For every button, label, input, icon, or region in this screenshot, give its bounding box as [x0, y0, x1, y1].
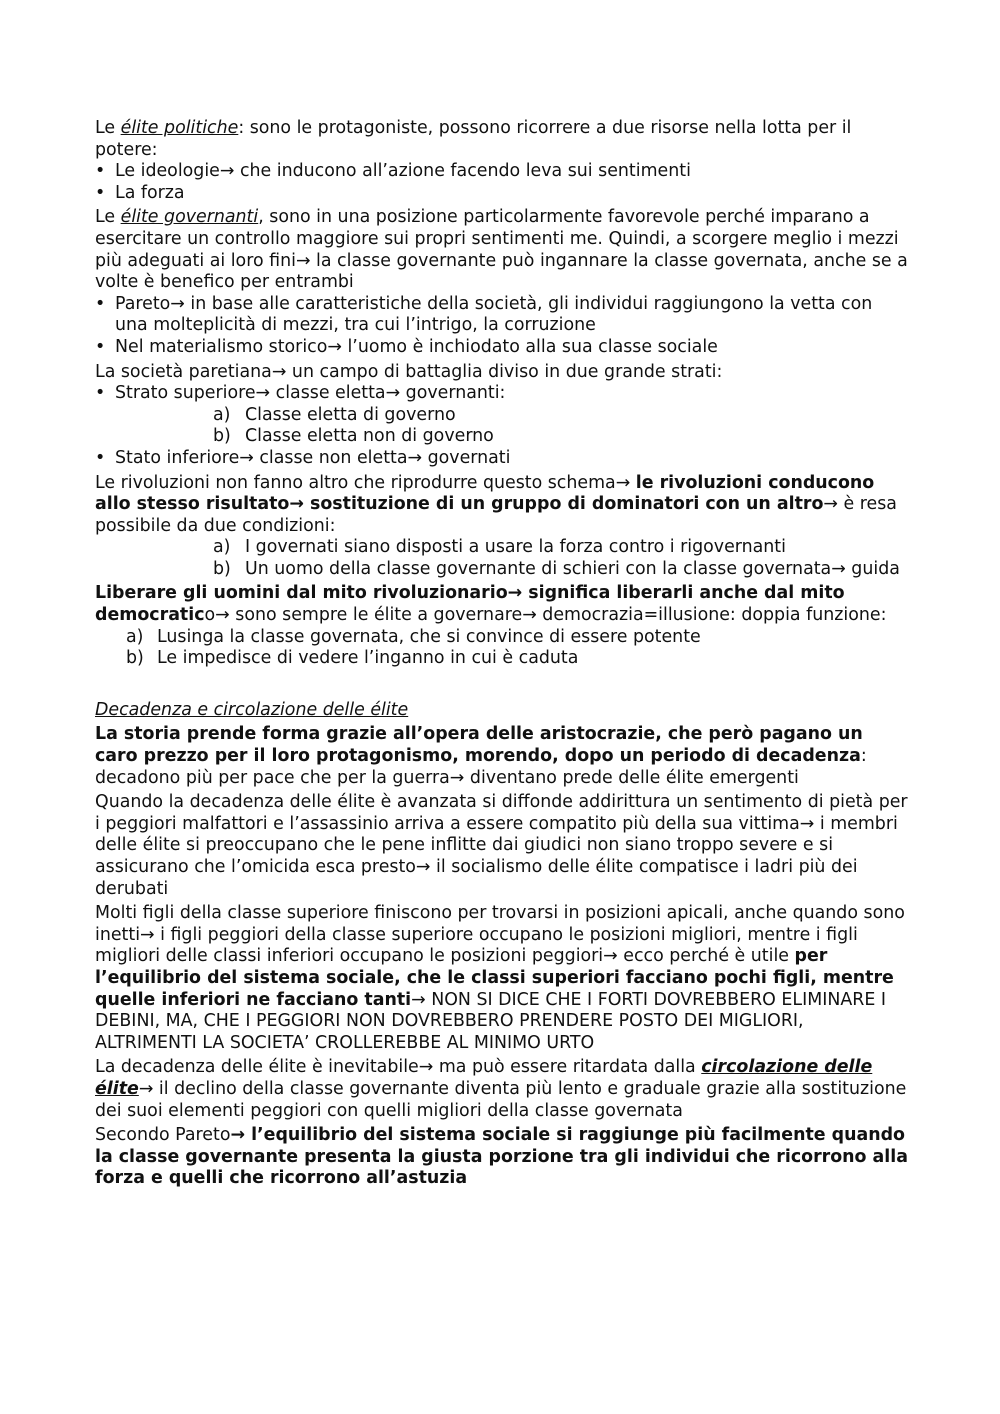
text: La decadenza delle élite è inevitabile→ ma può essere ritardata dalla	[95, 1057, 702, 1078]
bullet-list-pareto	[95, 294, 910, 359]
term-elite-governanti: élite governanti	[120, 207, 259, 228]
text: → NON SI DICE CHE I FORTI DOVREBBERO ELIMINARE I DEBINI, MA, CHE I PEGGIORI NON DOVREBBERO PRENDERE POSTO DEI MIGLIORI, ALTRIMENTI LA SOCIETA’ CROLLEREBBE AL MINIMO URTO	[95, 989, 886, 1053]
text: Molti figli della classe superiore finiscono per trovarsi in posizioni apicali, anche quando sono inetti→ i figli peggiori della classe superiore occupano le posizioni migliori, mentre i figli migliori delle classi inferiori occupano le posizioni peggiori→ ecco perché è utile	[95, 903, 905, 967]
list-item: • Pareto→ in base alle caratteristiche della società, gli individui raggiungono la vetta con una molteplicità di mezzi, tra cui l’intrigo, la corruzione	[95, 294, 910, 337]
text: → è resa possibile da due condizioni:	[95, 494, 897, 536]
list-marker: b)	[213, 426, 231, 447]
text: Lusinga la classe governata, che si convince di essere potente	[157, 626, 701, 647]
list-marker: b)	[213, 558, 231, 579]
list-condizioni	[95, 537, 910, 580]
text: : sono le protagoniste, possono ricorrere a due risorse nella lotta per il potere:	[95, 118, 852, 160]
list-item	[95, 405, 910, 427]
list-item: • La forza	[95, 183, 910, 205]
text: , sono in una posizione particolarmente favorevole perché imparano a esercitare un controllo maggiore sui propri sentimenti me. Quindi, a scorgere meglio i mezzi più adeguati ai loro fini→ la classe governante può ingannare la classe governata, anche se a volte è benefico per entrambi	[95, 207, 908, 293]
paragraph-figli	[95, 903, 910, 1054]
text: Secondo Pareto	[95, 1125, 231, 1146]
paragraph-elite-politiche	[95, 118, 910, 161]
bullet-list-risorse	[95, 161, 910, 204]
paragraph-mito-rivoluzionario	[95, 583, 910, 626]
bold-text: Liberare gli uomini dal mito rivoluzionario→ significa liberarli anche dal mito democratic	[95, 583, 845, 626]
paragraph-rivoluzioni	[95, 473, 910, 538]
text: Classe eletta di governo	[245, 404, 456, 425]
text: Le	[95, 207, 121, 228]
term-elite-politiche: élite politiche	[120, 118, 239, 138]
text: Le impedisce di vedere l’inganno in cui è caduta	[157, 648, 579, 669]
paragraph-equilibrio	[95, 1125, 910, 1190]
paragraph-storia	[95, 724, 910, 789]
term-circolazione-elite: circolazione delle élite	[95, 1057, 873, 1099]
list-marker: a)	[126, 626, 144, 647]
bold-text: La storia prende forma grazie all’opera delle aristocrazie, che però pagano un caro prezzo per il loro protagonismo, morendo, dopo un periodo di decadenza	[95, 724, 863, 767]
list-marker: a)	[213, 404, 231, 425]
list-item	[95, 559, 910, 581]
bold-text: per l’equilibrio del sistema sociale, che le classi superiori facciano pochi figli, mentre quelle inferiori ne facciano tanti	[95, 946, 894, 1010]
sublist-classe-eletta	[95, 405, 910, 448]
list-item: • Le ideologie→ che inducono all’azione facendo leva sui sentimenti	[95, 161, 910, 183]
paragraph-elite-governanti	[95, 207, 910, 293]
bold-text: le rivoluzioni conducono allo stesso risultato→ sostituzione di un gruppo di dominatori con un altro	[95, 472, 875, 515]
list-item: • Strato superiore→ classe eletta→ governanti:	[95, 383, 910, 405]
text: Le	[95, 118, 121, 138]
text: I governati siano disposti a usare la forza contro i rigovernanti	[245, 537, 786, 558]
list-item	[126, 627, 910, 649]
text: Le rivoluzioni non fanno altro che riprodurre questo schema→	[95, 472, 636, 493]
list-item	[95, 537, 910, 559]
bullet-list-strati-lower	[95, 448, 910, 470]
bullet-list-strati	[95, 383, 910, 405]
paragraph-decadenza: Quando la decadenza delle élite è avanzata si diffonde addirittura un sentimento di pietà per i peggiori malfattori e l’assassinio arriva a essere compatito più della sua vittima→ i membri delle élite si preoccupano che le pene inflitte dai giudici non siano troppo severe e si assicurano che l’omicida esca presto→ il socialismo delle élite compatisce i ladri più dei derubati	[95, 792, 908, 899]
bold-text: → l’equilibrio del sistema sociale si raggiunge più facilmente quando la classe governante presenta la giusta porzione tra gli individui che ricorrono alla forza e quelli che ricorrono all’astuzia	[95, 1125, 908, 1189]
list-marker: a)	[213, 537, 231, 558]
text: : decadono più per pace che per la guerra→ diventano prede delle élite emergenti	[95, 746, 867, 788]
list-doppia-funzione	[126, 627, 910, 670]
text: Un uomo della classe governante di schieri con la classe governata→ guida	[245, 558, 900, 579]
list-marker: b)	[126, 648, 144, 669]
list-item	[95, 426, 910, 448]
section-title: Decadenza e circolazione delle élite	[95, 699, 409, 720]
list-item: • Nel materialismo storico→ l’uomo è inchiodato alla sua classe sociale	[95, 337, 910, 359]
text: Classe eletta non di governo	[245, 426, 494, 447]
text: o→ sono sempre le élite a governare→ democrazia=illusione: doppia funzione:	[204, 605, 887, 626]
document-page	[95, 118, 910, 1190]
text: → il declino della classe governante diventa più lento e graduale grazie alla sostituzione dei suoi elementi peggiori con quelli migliori della classe governata	[95, 1078, 907, 1121]
list-item	[126, 648, 910, 670]
paragraph-circolazione	[95, 1057, 910, 1122]
paragraph-societa-paretiana: La società paretiana→ un campo di battaglia diviso in due grande strati:	[95, 361, 723, 382]
list-item: • Stato inferiore→ classe non eletta→ governati	[95, 448, 910, 470]
